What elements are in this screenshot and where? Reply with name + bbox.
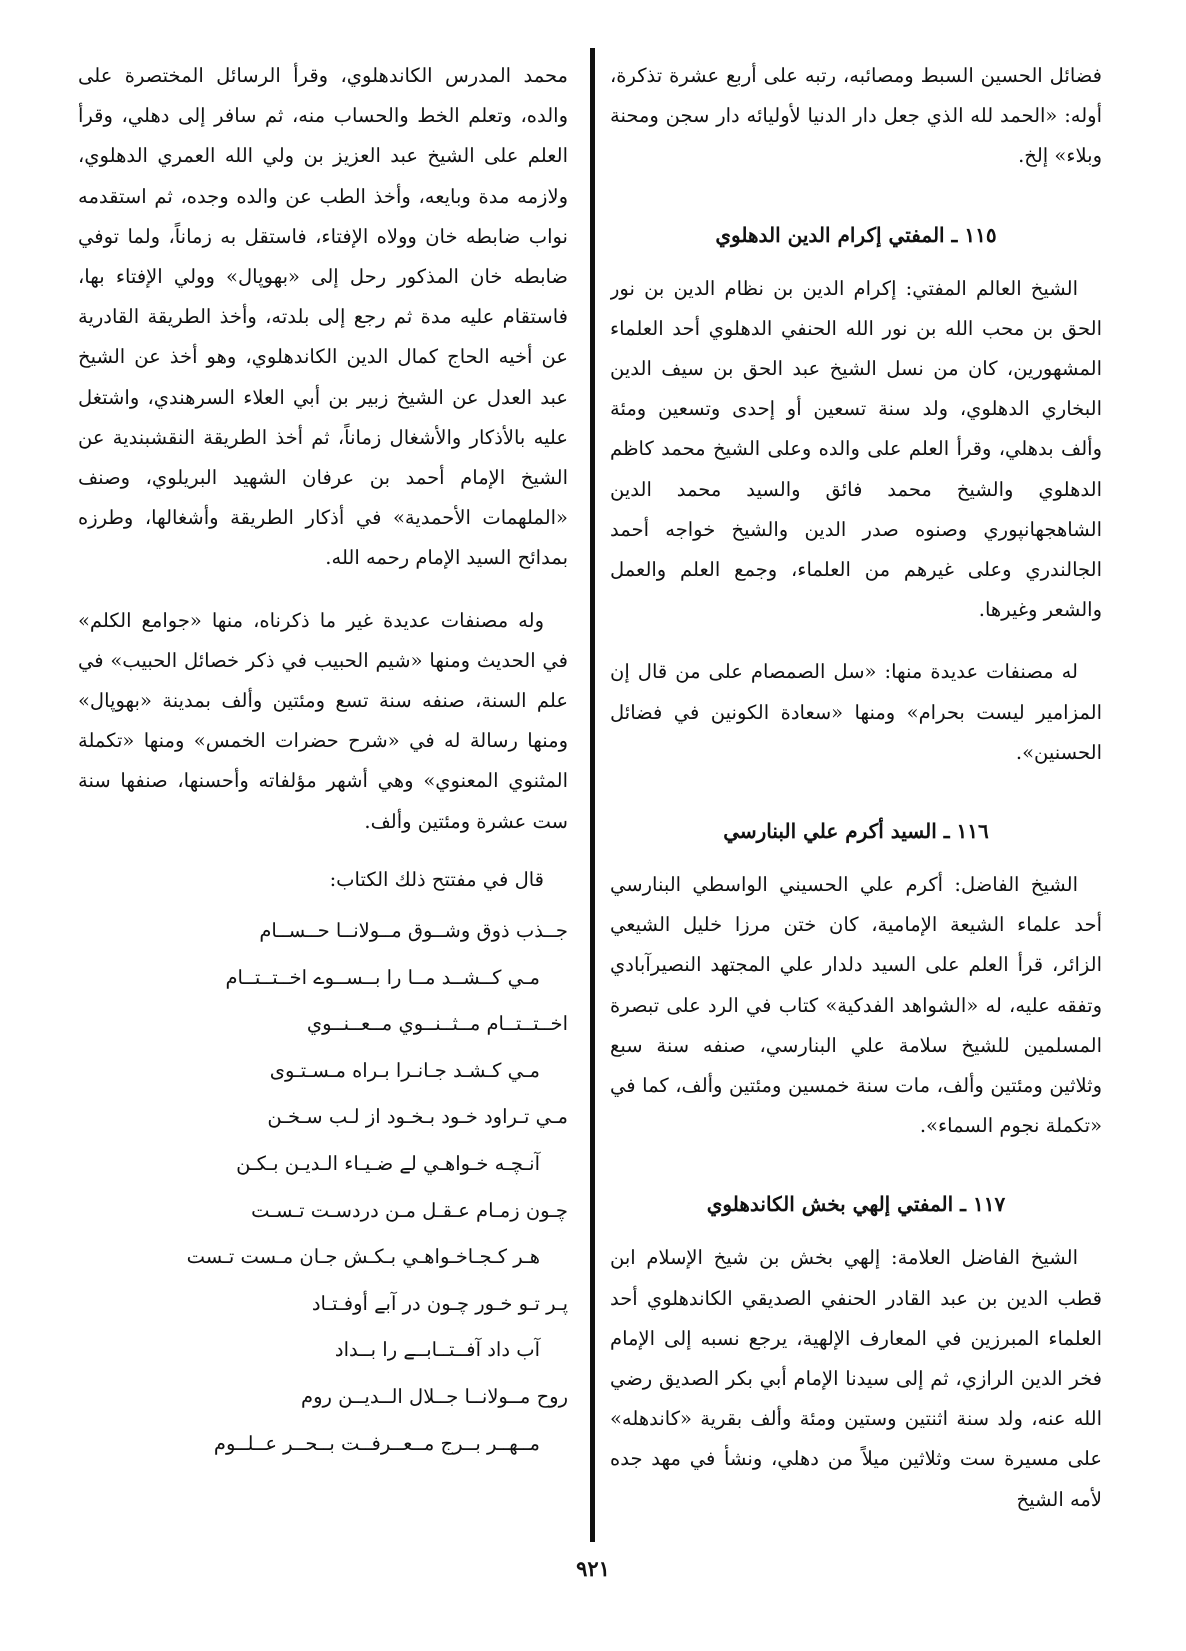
poem-line: مـي تـراود خـود بـخـود از لـب سـخـن [267, 1105, 568, 1129]
entry-117-paragraph-1: الشيخ الفاضل العلامة: إلهي بخش بن شيخ الإسلام ابن قطب الدين بن عبد القادر الحنفي الصديقي الكاندهلوي أحد العلماء المبرزين في المعارف الإلهية، يرجع نسبه إلى الإمام فخر الدين الرازي، ثم إلى سيدنا الإمام أبي بكر الصديق رضي الله عنه، ولد سنة اثنتين وستين ومئة وألف بقرية «كاندهله» على مسيرة ست وثلاثين ميلاً من دهلي، ونشأ في مهد جده لأمه الشيخ [610, 1246, 1102, 1511]
entry-heading-117: ١١٧ ـ المفتي إلهي بخش الكاندهلوي [706, 1192, 1006, 1217]
entry-115-paragraph-2: له مصنفات عديدة منها: «سل الصمصام على من قال إن المزامير ليست بحرام» ومنها «سعادة الكونين في فضائل الحسنين». [610, 660, 1102, 764]
continuation-paragraph: محمد المدرس الكاندهلوي، وقرأ الرسائل المختصرة على والده، وتعلم الخط والحساب منه، ثم سافر إلى دهلي، وقرأ العلم على الشيخ عبد العزيز بن ولي الله العمري الدهلوي، ولازمه مدة وبايعه، وأخذ الطب عن والده وجده، ثم استقدمه نواب ضابطه خان وولاه الإفتاء، فاستقل به زماناً، ولما توفي ضابطه خان المذكور رحل إلى «بهوپال» وولي الإفتاء بها، فاستقام عليه مدة ثم رجع إلى بلدته، وأخذ الطريقة القادرية عن أخيه الحاج كمال الدين الكاندهلوي، وهو أخذ عن الشيخ عبد العدل عن الشيخ زبير بن أبي العلاء السرهندي، واشتغل عليه بالأذكار والأشغال زماناً، ثم أخذ الطريقة النقشبندية عن الشيخ الإمام أحمد بن عرفان الشهيد البريلوي، وصنف «الملهمات الأحمدية» في أذكار الطريقة وأشغالها، وطرزه بمدائح السيد الإمام رحمه الله. [78, 64, 568, 570]
column-divider [590, 48, 595, 1542]
poem-line: هـر كـجـاخـواهـي بـكـش جـان مـست تـست [186, 1245, 540, 1269]
poem-line: جــذب ذوق وشــوق مــولانــا حــســام [259, 919, 568, 943]
poem-line: مـي كــشــد مــا را بــســوے اخــتــتــام [225, 965, 540, 989]
opening-paragraph: فضائل الحسين السبط ومصائبه، رتبه على أربع عشرة تذكرة، أوله: «الحمد لله الذي جعل دار الدنيا لأوليائه دار سجن ومحنة وبلاء» إلخ. [610, 64, 1102, 168]
entry-heading-116: ١١٦ ـ السيد أكرم علي البنارسي [723, 819, 989, 844]
poem [78, 908, 568, 1467]
entry-116-paragraph-1: الشيخ الفاضل: أكرم علي الحسيني الواسطي البنارسي أحد علماء الشيعة الإمامية، كان ختن مرزا خليل الشيعي الزائر، قرأ العلم على السيد دلدار علي المجتهد النصيرآبادي وتفقه عليه، له «الشواهد الفدكية» كتاب في الرد على تبصرة المسلمين للشيخ سلامة علي البنارسي، صنفه سنة سبع وثلاثين ومئتين وألف، مات سنة خمسين ومئتين وألف، كما في «تكملة نجوم السماء». [610, 873, 1102, 1138]
poem-line: اخــتــتــام مــثــنــوي مــعــنــوي [306, 1012, 568, 1036]
poem-line: آنـچـه خـواهـي لے ضـيـاء الـديـن بـكـن [236, 1152, 540, 1176]
poem-line: روح مــولانــا جــلال الــديــن روم [301, 1385, 568, 1408]
works-paragraph: وله مصنفات عديدة غير ما ذكرناه، منها «جوامع الكلم» في الحديث ومنها «شيم الحبيب في ذكر خصائل الحبيب» في علم السنة، صنفه سنة تسع ومئتين وألف بمدينة «بهوپال» ومنها رسالة له في «شرح حضرات الخمس» ومنها «تكملة المثنوي المعنوي» وهي أشهر مؤلفاته وأحسنها، صنفها سنة ست عشرة ومئتين وألف. [78, 608, 568, 833]
poem-line: پـر تـو خـور چـون در آبے أوفـتـاد [311, 1291, 568, 1315]
entry-115-paragraph-1: الشيخ العالم المفتي: إكرام الدين بن نظام الدين بن نور الحق بن محب الله بن نور الله الحنفي الدهلوي أحد العلماء المشهورين، كان من نسل الشيخ عبد الحق بن سيف الدين البخاري الدهلوي، ولد سنة تسعين أو إحدى وتسعين ومئة وألف بدهلي، وقرأ العلم على والده وعلى الشيخ محمد كاظم الدهلوي والشيخ محمد فائق والسيد محمد الدين الشاهجهانپوري وصنوه صدر الدين والشيخ خواجه أحمد الجالندري وعلى غيرهم من العلماء، وجمع العلم والعمل والشعر وغيرها. [610, 276, 1102, 622]
entry-heading-115: ١١٥ ـ المفتي إكرام الدين الدهلوي [715, 222, 997, 247]
right-column [610, 56, 1102, 1546]
poem-line: چـون زمـام عـقـل مـن دردسـت تـسـت [251, 1198, 568, 1222]
left-column [78, 56, 568, 1546]
page-number: ٩٢١ [576, 1556, 610, 1581]
poem-line: مــهــر بــرج مــعــرفــت بــحــر عــلــوم [213, 1431, 540, 1455]
poem-intro: قال في مفتتح ذلك الكتاب: [329, 867, 544, 891]
poem-line: آب داد آفــتــابــے را بــداد [334, 1338, 540, 1362]
poem-line: مـي كـشـد جـانـرا بـراه مـسـتـوى [269, 1058, 540, 1082]
